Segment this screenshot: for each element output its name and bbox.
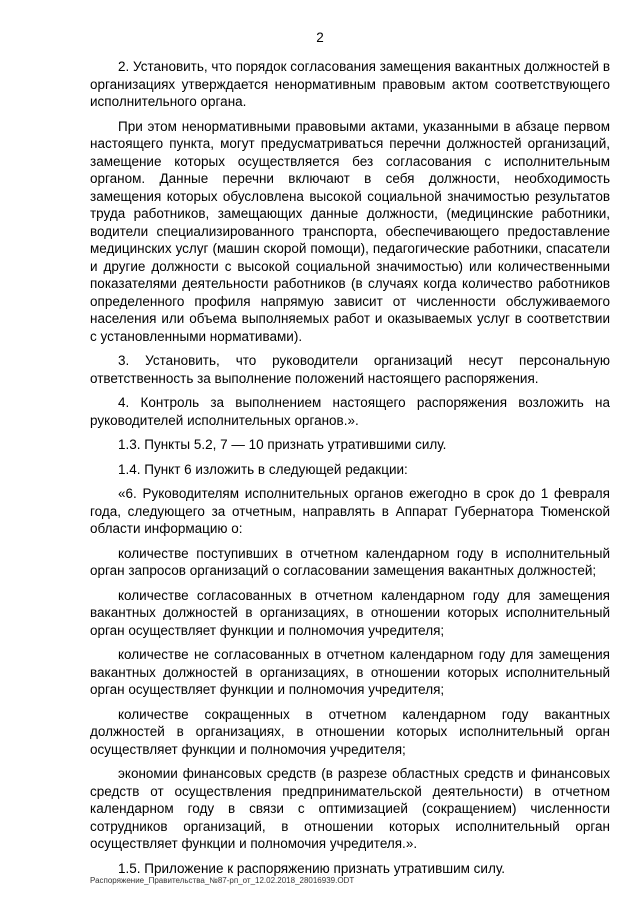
list-item-not-approved: количестве не согласованных в отчетном календарном году для замещения вакантных должностей в организациях, в отношении которых исполнительный орган осуществляет функции и полномочия учредителя;: [90, 647, 610, 697]
list-item-received-requests: количестве поступивших в отчетном календарном году в исполнительный орган запросов организаций о согласовании замещения вакантных должностей;: [90, 545, 610, 578]
paragraph-4: 4. Контроль за выполнением настоящего распоряжения возложить на руководителей исполнительных органов.».: [90, 395, 610, 428]
list-item-approved: количестве согласованных в отчетном календарном году для замещения вакантных должностей в организациях, в отношении которых исполнительный орган осуществляет функции и полномочия учредителя;: [90, 587, 610, 638]
list-item-savings: экономии финансовых средств (в разрезе областных средств и финансовых средств от осуществления предпринимательской деятельности) в отчетном календарном году в связи с оптимизацией (сокращением) численности сотрудников организаций, в отношении которых исполнительный орган осуществляет функции и полномочия учредителя.».: [90, 766, 610, 851]
paragraph-1-5: 1.5. Приложение к распоряжению признать утратившим силу.: [118, 860, 505, 876]
paragraph-1-4: 1.4. Пункт 6 изложить в следующей редакции:: [118, 461, 408, 477]
paragraph-2: 2. Установить, что порядок согласования замещения вакантных должностей в организациях утверждается ненормативным правовым актом соответствующего исполнительного органа.: [90, 59, 610, 109]
document-body: [90, 58, 610, 884]
paragraph-6: «6. Руководителям исполнительных органов ежегодно в срок до 1 февраля года, следующего за отчетным, направлять в Аппарат Губернатора Тюменской области информацию о:: [90, 486, 610, 536]
list-item-reduced: количестве сокращенных в отчетном календарном году вакантных должностей в организациях, в отношении которых исполнительный орган осуществляет функции и полномочия учредителя;: [90, 706, 610, 757]
paragraph-2-exceptions: При этом ненормативными правовыми актами, указанными в абзаце первом настоящего пункта, могут предусматриваться перечни должностей организаций, замещение которых осуществляется без согласования с исполнительным органом. Данные перечни включают в себя должности, необходимость замещения которых обусловлена высокой социальной значимостью результатов труда работников, замещающих данные должности, (медицинские работники, водители специализированного транспорта, обеспечивающего предоставление медицинских услуг (машин скорой помощи), педагогические работники, спасатели и другие должности с высокой социальной значимостью) или количественными показателями деятельности работников (в случаях когда количество работников определенного профиля напрямую зависит от численности обслуживаемого населения или объема выполняемых работ и оказываемых услуг в соответствии с установленными нормативами).: [90, 118, 610, 344]
paragraph-3: 3. Установить, что руководители организаций несут персональную ответственность за выполнение положений настоящего распоряжения.: [90, 353, 610, 386]
paragraph-1-3: 1.3. Пункты 5.2, 7 — 10 признать утратившими силу.: [118, 437, 447, 452]
page-number: 2: [316, 30, 324, 45]
footer-filename: Распоряжение_Правительства_№87-рп_от_12.02.2018_28016939.ODT: [90, 876, 355, 885]
